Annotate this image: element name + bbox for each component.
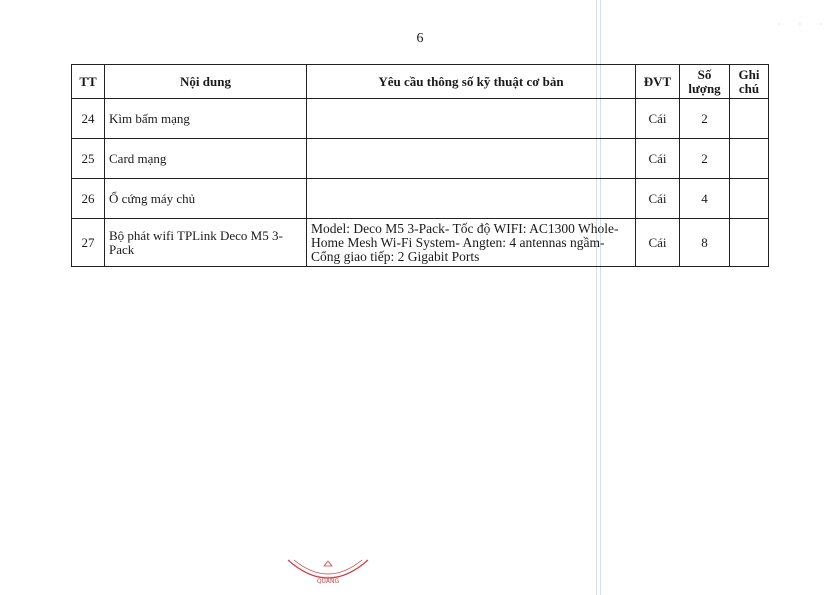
row-content: Kìm bấm mạng <box>105 99 307 139</box>
row-quantity: 4 <box>680 179 730 219</box>
row-content: Card mạng <box>105 139 307 179</box>
stamp-text: QUẢNG <box>316 578 340 585</box>
page-number: 6 <box>416 31 424 46</box>
row-unit: Cái <box>636 99 680 139</box>
row-quantity: 2 <box>680 139 730 179</box>
row-requirements <box>307 99 636 139</box>
row-note <box>730 179 769 219</box>
header-quantity: Số lượng <box>680 65 730 99</box>
header-requirements: Yêu cầu thông số kỹ thuật cơ bản <box>307 65 636 99</box>
row-note <box>730 219 769 267</box>
row-note <box>730 139 769 179</box>
red-seal-stamp <box>284 556 372 586</box>
row-tt: 26 <box>72 179 105 219</box>
table-row <box>72 179 769 219</box>
row-unit: Cái <box>636 139 680 179</box>
row-note <box>730 99 769 139</box>
row-requirements <box>307 179 636 219</box>
row-content: Ổ cứng máy chủ <box>105 179 307 219</box>
table-row <box>72 219 769 267</box>
spec-table <box>71 64 769 267</box>
row-tt: 25 <box>72 139 105 179</box>
table-row <box>72 139 769 179</box>
row-unit: Cái <box>636 219 680 267</box>
row-tt: 24 <box>72 99 105 139</box>
header-note: Ghi chú <box>730 65 769 99</box>
row-content: Bộ phát wifi TPLink Deco M5 3-Pack <box>105 219 307 267</box>
row-quantity: 8 <box>680 219 730 267</box>
header-tt: TT <box>72 65 105 99</box>
row-quantity: 2 <box>680 99 730 139</box>
table-header-row <box>72 65 769 99</box>
row-requirements <box>307 139 636 179</box>
header-content: Nội dung <box>105 65 307 99</box>
row-unit: Cái <box>636 179 680 219</box>
table-row <box>72 99 769 139</box>
row-requirements: Model: Deco M5 3-Pack- Tốc độ WIFI: AC1300 Whole-Home Mesh Wi-Fi System- Angten: 4 antennas ngầm- Cổng giao tiếp: 2 Gigabit Ports <box>307 219 636 267</box>
header-unit: ĐVT <box>636 65 680 99</box>
scan-specks: · · · <box>778 20 830 29</box>
row-tt: 27 <box>72 219 105 267</box>
